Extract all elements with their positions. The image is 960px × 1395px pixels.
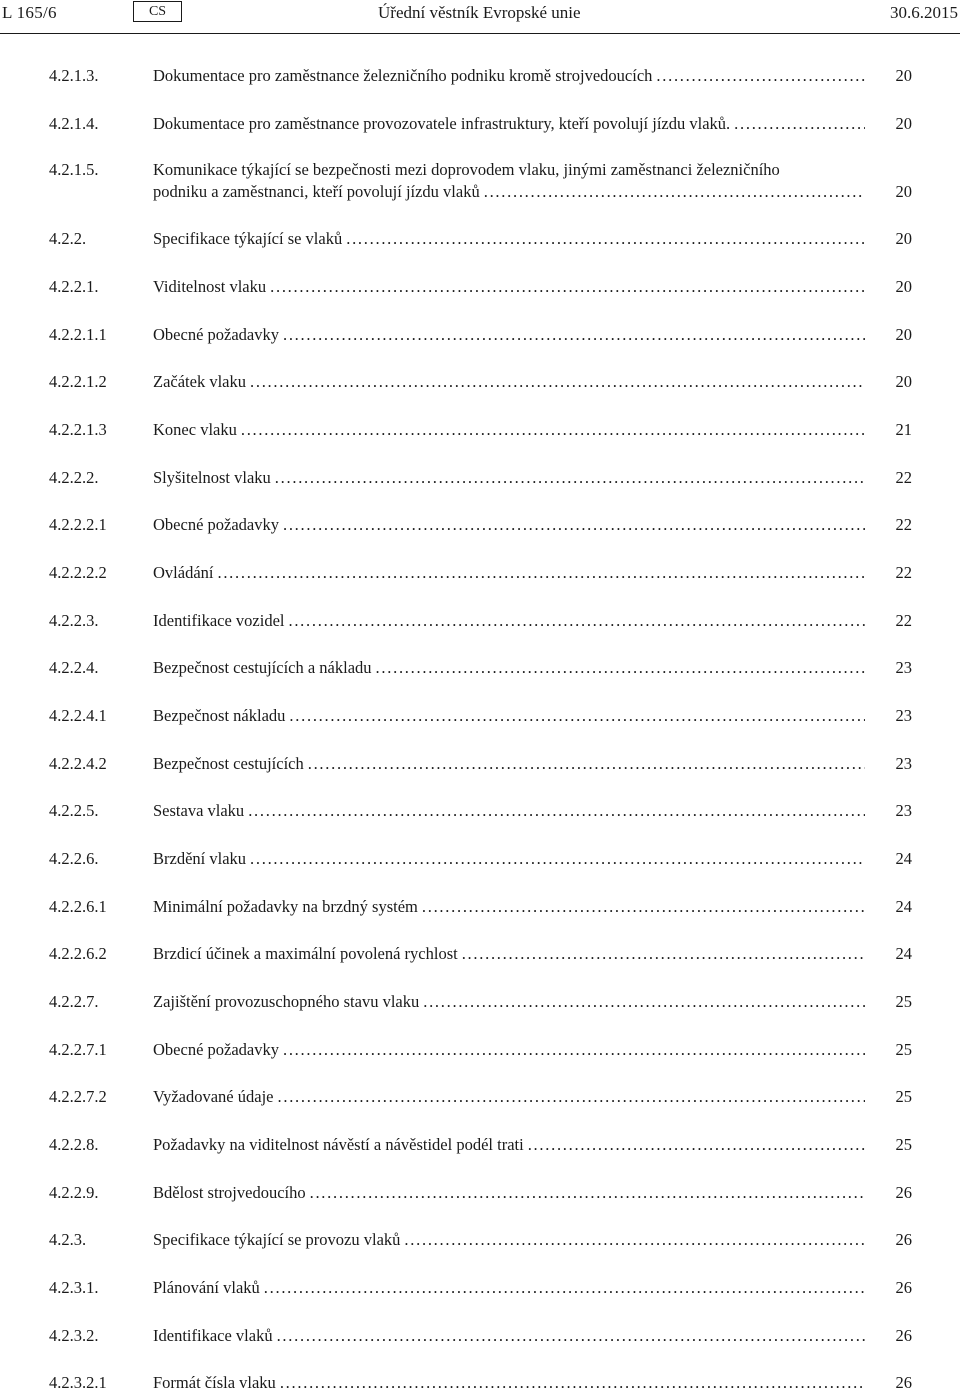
toc-entry-number: 4.2.2.1.1: [49, 325, 107, 344]
toc-entry-number: 4.2.2.6.1: [49, 897, 107, 916]
toc-entry-number: 4.2.2.5.: [49, 801, 99, 820]
dot-leader: [278, 1086, 866, 1108]
toc-entry-page-number: 23: [895, 658, 912, 677]
toc-entry-title-block: [153, 610, 865, 632]
toc-entry-page-number: 23: [895, 754, 912, 773]
dot-leader: [404, 1229, 865, 1251]
toc-entry-number: 4.2.2.4.2: [49, 754, 107, 773]
dot-leader: [270, 276, 865, 298]
toc-entry-title: podniku a zaměstnanci, kteří povolují jízdu vlaků: [153, 182, 480, 201]
toc-entry-title: Dokumentace pro zaměstnance provozovatele infrastruktury, kteří povolují jízdu vlaků.: [153, 114, 731, 133]
toc-entry-title-block: [153, 1039, 865, 1061]
dot-leader: [283, 514, 865, 536]
toc-entry-number: 4.2.2.2.2: [49, 563, 107, 582]
toc-entry-page-number: 20: [895, 229, 912, 248]
toc-entry-title-block: [153, 1372, 865, 1394]
toc-entry-title: Identifikace vlaků: [153, 1326, 273, 1345]
page-header: [0, 0, 960, 30]
toc-entry-number: 4.2.2.6.: [49, 849, 99, 868]
toc-entry-title-block: [153, 1229, 865, 1251]
dot-leader: [283, 324, 865, 346]
toc-entry-number: 4.2.2.7.1: [49, 1040, 107, 1059]
dot-leader: [264, 1277, 865, 1299]
toc-entry-title-block: [153, 1325, 865, 1347]
toc-entry-number: 4.2.1.4.: [49, 114, 99, 133]
toc-entry-number: 4.2.1.3.: [49, 66, 99, 85]
journal-title: Úřední věstník Evropské unie: [378, 3, 581, 22]
toc-entry-number: 4.2.2.1.3: [49, 420, 107, 439]
toc-entry-page-number: 26: [895, 1230, 912, 1249]
dot-leader: [283, 1039, 865, 1061]
toc-entry-title: Konec vlaku: [153, 420, 237, 439]
toc-entry-title-block: [153, 1134, 865, 1156]
toc-entry-title-block: [153, 1086, 865, 1108]
toc-entry-number: 4.2.2.6.2: [49, 944, 107, 963]
toc-entry-title: Bdělost strojvedoucího: [153, 1183, 306, 1202]
toc-entry-title: Brzdění vlaku: [153, 849, 247, 868]
dot-leader: [217, 562, 865, 584]
toc-entry-title: Slyšitelnost vlaku: [153, 468, 271, 487]
toc-entry-number: 4.2.3.: [49, 1230, 87, 1249]
toc-entry-title-block: [153, 896, 865, 918]
dot-leader: [423, 991, 865, 1013]
toc-entry-title: Začátek vlaku: [153, 372, 246, 391]
toc-entry-title: Specifikace týkající se provozu vlaků: [153, 1230, 401, 1249]
toc-entry-title-line: Komunikace týkající se bezpečnosti mezi doprovodem vlaku, jinými zaměstnanci železničního: [153, 160, 780, 179]
toc-entry-title-block: [153, 1182, 865, 1204]
page-reference: L 165/6: [2, 3, 57, 22]
toc-entry-page-number: 22: [895, 563, 912, 582]
toc-entry-title: Obecné požadavky: [153, 515, 279, 534]
dot-leader: [346, 228, 865, 250]
toc-entry-page-number: 20: [895, 66, 912, 85]
toc-entry-title-block: [153, 65, 865, 87]
toc-entry-title-block: [153, 467, 865, 489]
toc-entry-title-block: [153, 419, 865, 441]
toc-entry-title-block: [153, 657, 865, 679]
dot-leader: [288, 610, 865, 632]
toc-entry-number: 4.2.2.2.1: [49, 515, 107, 534]
toc-entry-page-number: 26: [895, 1183, 912, 1202]
toc-entry-title-block: [153, 1277, 865, 1299]
dot-leader: [248, 800, 865, 822]
toc-entry-title: Viditelnost vlaku: [153, 277, 267, 296]
toc-entry-title: Obecné požadavky: [153, 325, 279, 344]
dot-leader: [528, 1134, 865, 1156]
toc-entry-page-number: 24: [895, 849, 912, 868]
dot-leader: [275, 467, 865, 489]
toc-entry-number: 4.2.2.4.: [49, 658, 99, 677]
toc-entry-title: Vyžadované údaje: [153, 1087, 274, 1106]
dot-leader: [656, 65, 865, 87]
toc-entry-page-number: 20: [895, 325, 912, 344]
toc-entry-page-number: 26: [895, 1326, 912, 1345]
toc-entry-title-block: [153, 228, 865, 250]
toc-entry-title: Specifikace týkající se vlaků: [153, 229, 343, 248]
dot-leader: [308, 753, 865, 775]
header-divider: [0, 33, 960, 34]
language-badge: CS: [133, 1, 182, 22]
toc-entry-title-block: [153, 324, 865, 346]
toc-entry-title: Bezpečnost nákladu: [153, 706, 286, 725]
toc-entry-title-block: [153, 943, 865, 965]
toc-entry-number: 4.2.3.2.1: [49, 1373, 107, 1392]
dot-leader: [289, 705, 865, 727]
toc-entry-page-number: 25: [895, 1087, 912, 1106]
toc-entry-title-block: [153, 753, 865, 775]
toc-entry-number: 4.2.3.1.: [49, 1278, 99, 1297]
toc-entry-title: Obecné požadavky: [153, 1040, 279, 1059]
toc-entry-page-number: 25: [895, 992, 912, 1011]
toc-entry-page-number: 22: [895, 611, 912, 630]
toc-entry-number: 4.2.2.9.: [49, 1183, 99, 1202]
toc-entry-title: Minimální požadavky na brzdný systém: [153, 897, 418, 916]
toc-entry-title: Požadavky na viditelnost návěstí a návěstidel podél trati: [153, 1135, 524, 1154]
dot-leader: [250, 848, 865, 870]
toc-entry-number: 4.2.3.2.: [49, 1326, 99, 1345]
toc-entry-number: 4.2.2.8.: [49, 1135, 99, 1154]
toc-entry-number: 4.2.2.1.2: [49, 372, 107, 391]
toc-entry-title-block: [153, 705, 865, 727]
dot-leader: [280, 1372, 865, 1394]
toc-entry-title-block: [153, 800, 865, 822]
toc-entry-page-number: 22: [895, 515, 912, 534]
toc-entry-title-block: [153, 371, 865, 393]
dot-leader: [376, 657, 865, 679]
toc-entry-number: 4.2.1.5.: [49, 160, 99, 179]
toc-entry-page-number: 24: [895, 897, 912, 916]
toc-entry-page-number: 20: [895, 114, 912, 133]
toc-entry-page-number: 21: [895, 420, 912, 439]
toc-entry-title: Bezpečnost cestujících a nákladu: [153, 658, 372, 677]
toc-entry-page-number: 20: [895, 182, 912, 201]
dot-leader: [310, 1182, 865, 1204]
dot-leader: [734, 113, 865, 135]
toc-entry-page-number: 23: [895, 801, 912, 820]
toc-entry-page-number: 26: [895, 1278, 912, 1297]
dot-leader: [422, 896, 865, 918]
toc-entry-title-block: [153, 514, 865, 536]
toc-entry-title: Ovládání: [153, 563, 214, 582]
toc-entry-title: Dokumentace pro zaměstnance železničního podniku kromě strojvedoucích: [153, 66, 653, 85]
toc-entry-page-number: 22: [895, 468, 912, 487]
dot-leader: [241, 419, 865, 441]
toc-entry-page-number: 20: [895, 372, 912, 391]
toc-entry-number: 4.2.2.2.: [49, 468, 99, 487]
toc-entry-number: 4.2.2.1.: [49, 277, 99, 296]
toc-entry-title-block: [153, 276, 865, 298]
toc-entry-title-block: [153, 848, 865, 870]
toc-entry-title: Zajištění provozuschopného stavu vlaku: [153, 992, 420, 1011]
toc-entry-number: 4.2.2.7.2: [49, 1087, 107, 1106]
dot-leader: [250, 371, 865, 393]
dot-leader: [484, 181, 865, 203]
toc-entry-number: 4.2.2.7.: [49, 992, 99, 1011]
toc-entry-page-number: 20: [895, 277, 912, 296]
toc-entry-page-number: 25: [895, 1135, 912, 1154]
toc-entry-page-number: 24: [895, 944, 912, 963]
toc-entry-title-block: [153, 562, 865, 584]
publication-date: 30.6.2015: [890, 3, 958, 22]
toc-entry-title: Formát čísla vlaku: [153, 1373, 276, 1392]
toc-entry-page-number: 26: [895, 1373, 912, 1392]
toc-entry-number: 4.2.2.: [49, 229, 87, 248]
toc-entry-number: 4.2.2.4.1: [49, 706, 107, 725]
toc-entry-title-block: [153, 991, 865, 1013]
dot-leader: [277, 1325, 865, 1347]
toc-entry-title: Identifikace vozidel: [153, 611, 285, 630]
toc-entry-title-block: [153, 159, 865, 203]
toc-entry-page-number: 23: [895, 706, 912, 725]
toc-entry-title-block: [153, 113, 865, 135]
dot-leader: [462, 943, 865, 965]
toc-entry-title: Plánování vlaků: [153, 1278, 260, 1297]
toc-entry-title: Brzdicí účinek a maximální povolená rychlost: [153, 944, 458, 963]
toc-entry-title: Bezpečnost cestujících: [153, 754, 304, 773]
toc-entry-page-number: 25: [895, 1040, 912, 1059]
toc-entry-number: 4.2.2.3.: [49, 611, 99, 630]
toc-entry-title: Sestava vlaku: [153, 801, 245, 820]
